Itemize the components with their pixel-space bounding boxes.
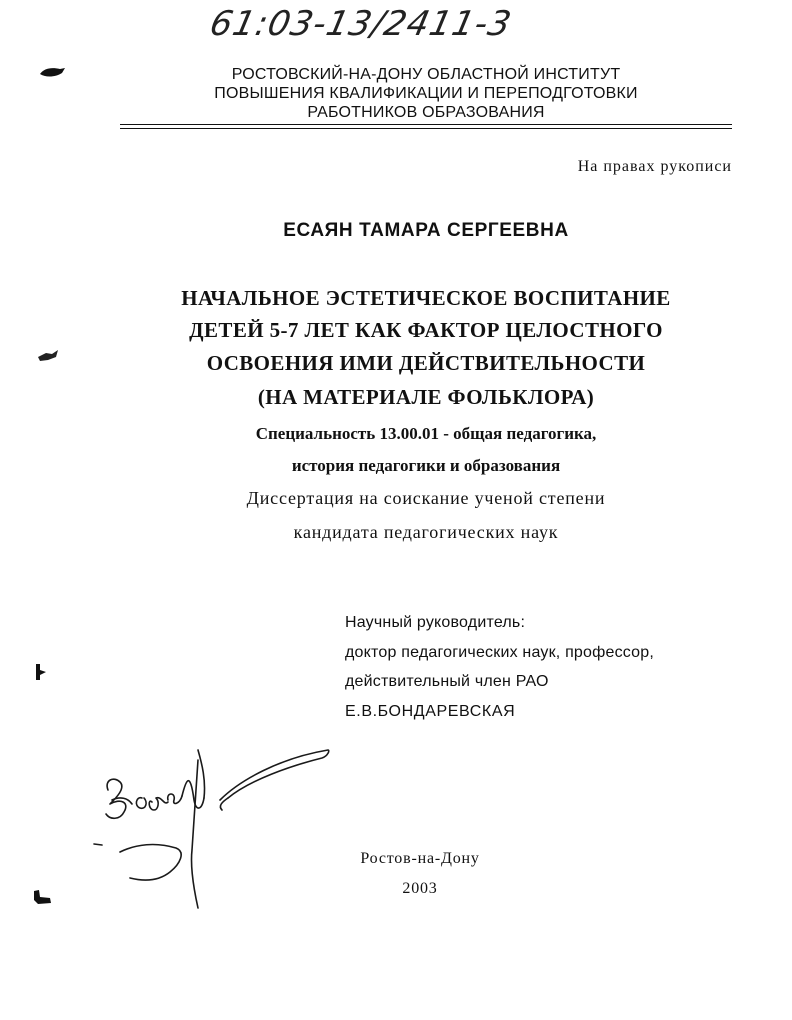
supervisor-label: Научный руководитель: bbox=[345, 614, 526, 631]
scan-artifact-mark bbox=[36, 348, 62, 364]
title-line-1: НАЧАЛЬНОЕ ЭСТЕТИЧЕСКОЕ ВОСПИТАНИЕ bbox=[181, 286, 671, 310]
handwritten-archive-code: 61:03-13/2411-3 bbox=[206, 4, 516, 44]
specialty-line-2: история педагогики и образования bbox=[291, 456, 561, 475]
supervisor-degree: доктор педагогических наук, профессор, bbox=[345, 644, 655, 661]
dissertation-line-1: Диссертация на соискание ученой степени bbox=[246, 488, 606, 508]
specialty-line-1: Специальность 13.00.01 - общая педагогика, bbox=[255, 424, 597, 443]
supervisor-membership: действительный член РАО bbox=[345, 673, 549, 690]
publication-year: 2003 bbox=[402, 880, 438, 897]
title-line-4: (НА МАТЕРИАЛЕ ФОЛЬКЛОРА) bbox=[257, 385, 595, 409]
institute-name-line-2: ПОВЫШЕНИЯ КВАЛИФИКАЦИИ И ПЕРЕПОДГОТОВКИ bbox=[214, 85, 638, 102]
publication-city: Ростов-на-Дону bbox=[360, 850, 480, 867]
scan-artifact-mark bbox=[38, 64, 68, 80]
supervisor-name: Е.В.БОНДАРЕВСКАЯ bbox=[345, 703, 516, 720]
scan-artifact-mark bbox=[34, 662, 50, 682]
manuscript-rights-note: На правах рукописи bbox=[577, 158, 732, 175]
header-rule bbox=[120, 124, 732, 125]
scan-artifact-mark bbox=[32, 888, 54, 906]
dissertation-line-2: кандидата педагогических наук bbox=[293, 522, 559, 542]
title-line-2: ДЕТЕЙ 5-7 ЛЕТ КАК ФАКТОР ЦЕЛОСТНОГО bbox=[189, 318, 663, 342]
header-rule-secondary bbox=[120, 128, 732, 129]
institute-name-line-1: РОСТОВСКИЙ-НА-ДОНУ ОБЛАСТНОЙ ИНСТИТУТ bbox=[231, 66, 621, 83]
title-line-3: ОСВОЕНИЯ ИМИ ДЕЙСТВИТЕЛЬНОСТИ bbox=[206, 351, 646, 375]
author-name: ЕСАЯН ТАМАРА СЕРГЕЕВНА bbox=[283, 220, 569, 241]
institute-name-line-3: РАБОТНИКОВ ОБРАЗОВАНИЯ bbox=[307, 104, 545, 121]
